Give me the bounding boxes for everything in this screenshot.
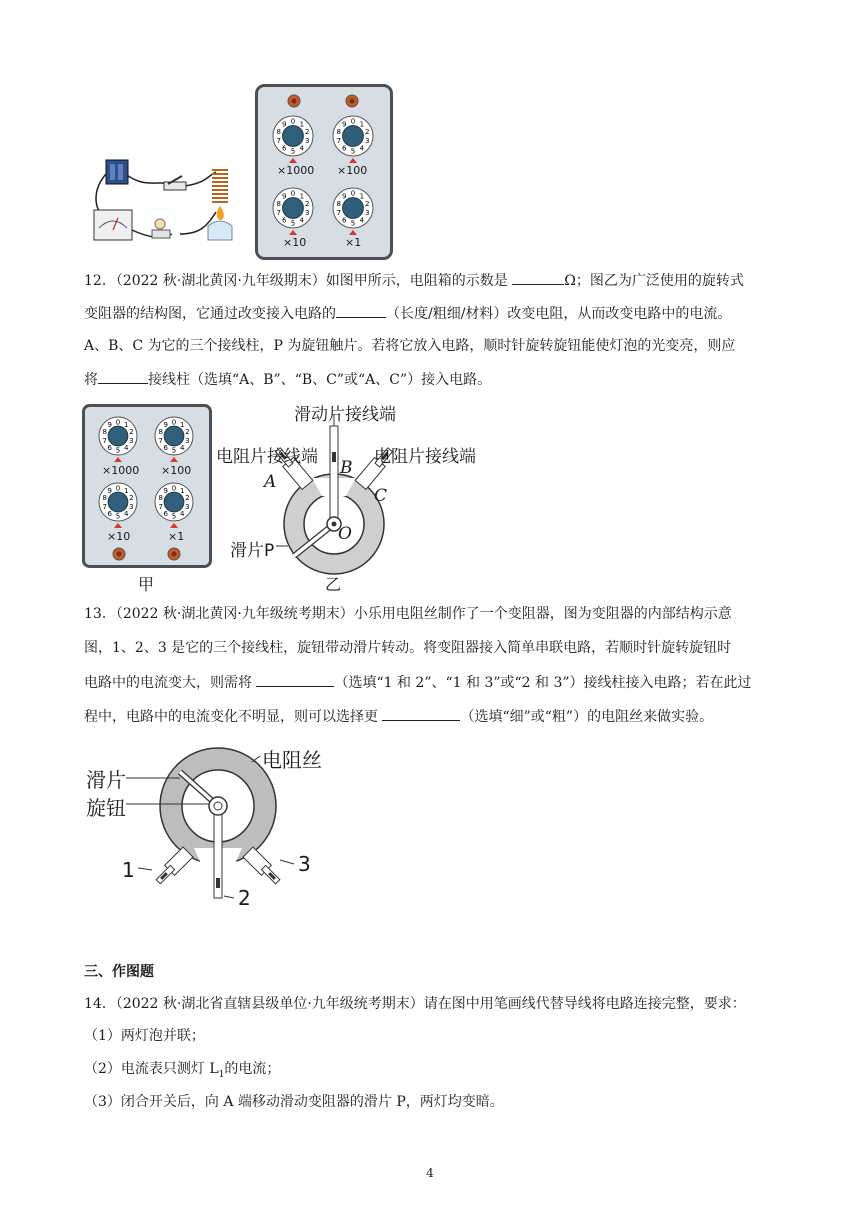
dial-knob bbox=[164, 492, 184, 512]
dial-digit: 9 bbox=[163, 487, 169, 496]
dial-digit: 8 bbox=[158, 494, 163, 503]
blank-terminal-pair[interactable] bbox=[256, 672, 334, 687]
dial-digit: 2 bbox=[365, 127, 370, 136]
q13-line1: 13．（2022 秋·湖北黄冈·九年级统考期末）小乐用电阻丝制作了一个变阻器，图为变阻器的内部结构示意 bbox=[84, 606, 732, 622]
dial-digit: 6 bbox=[341, 144, 347, 153]
dial-digit: 1 bbox=[299, 120, 305, 129]
dial-digit: 0 bbox=[290, 117, 296, 126]
multiplier-x1: ×1 bbox=[345, 236, 362, 249]
dial-digit: 4 bbox=[179, 509, 185, 518]
dial-digit: 1 bbox=[123, 421, 129, 430]
label-A: A bbox=[264, 472, 277, 492]
dial-digit: 8 bbox=[336, 127, 341, 136]
label-O: O bbox=[338, 524, 352, 544]
dial-digit: 1 bbox=[299, 192, 305, 201]
q13-line2: 图，1、2、3 是它的三个接线柱，旋钮带动滑片转动。将变阻器接入简单串联电路，若顺时针旋转旋钮时 bbox=[84, 640, 732, 656]
label-C: C bbox=[374, 486, 388, 506]
page-number: 4 bbox=[426, 1166, 434, 1180]
dial-digit: 8 bbox=[102, 494, 107, 503]
dial-digit: 3 bbox=[129, 436, 134, 445]
dial-digit: 0 bbox=[171, 418, 177, 427]
dial-knob bbox=[164, 426, 184, 446]
dial-digit: 3 bbox=[365, 209, 370, 218]
dial-digit: 3 bbox=[185, 436, 190, 445]
dial-digit: 3 bbox=[185, 502, 190, 511]
dial-digit: 9 bbox=[281, 120, 287, 129]
rheostat-diagram-q13 bbox=[84, 740, 344, 910]
rotary-rheostat-yi bbox=[214, 400, 504, 592]
label-B: B bbox=[340, 458, 353, 478]
dial-digit: 6 bbox=[163, 443, 169, 452]
dial-digit: 6 bbox=[163, 509, 169, 518]
label-slider-P: 滑片P bbox=[230, 541, 275, 561]
dial-digit: 4 bbox=[299, 216, 305, 225]
label-slider-terminal: 滑动片接线端 bbox=[294, 405, 396, 425]
dial-digit: 7 bbox=[336, 209, 341, 218]
dial-digit: 6 bbox=[281, 144, 287, 153]
dial-digit: 4 bbox=[179, 443, 185, 452]
dial-knob bbox=[108, 426, 128, 446]
dial-digit: 9 bbox=[341, 192, 347, 201]
label-terminal-1: 1 bbox=[122, 858, 135, 882]
dial-digit: 3 bbox=[305, 209, 310, 218]
dial-digit: 3 bbox=[365, 137, 370, 146]
q14-req2: （2）电流表只测灯 $L_1$的电流； bbox=[84, 1061, 281, 1080]
q13-line3: 电路中的电流变大，则需将 （选填“1 和 2”、“1 和 3”或“2 和 3”）接线柱接入电路；若在此过 bbox=[84, 672, 752, 693]
dial-digit: 4 bbox=[359, 144, 365, 153]
label-knob: 旋钮 bbox=[86, 796, 126, 820]
dial-knob bbox=[283, 126, 304, 147]
q13-line4: 程中，电路中的电流变化不明显，则可以选择更 （选填“细”或“粗”）的电阻丝来做实验。 bbox=[84, 706, 713, 727]
dial-digit: 7 bbox=[158, 502, 163, 511]
dial-digit: 5 bbox=[350, 147, 356, 156]
multiplier-x100: ×100 bbox=[161, 464, 192, 477]
dial-digit: 9 bbox=[107, 487, 113, 496]
dial-digit: 9 bbox=[341, 120, 347, 129]
dial-digit: 2 bbox=[129, 428, 134, 437]
blank-wire-thickness[interactable] bbox=[382, 706, 460, 721]
multiplier-x1: ×1 bbox=[168, 530, 185, 543]
dial-digit: 4 bbox=[123, 509, 129, 518]
dial-digit: 1 bbox=[179, 487, 185, 496]
blank-reading[interactable] bbox=[512, 270, 564, 285]
blank-terminals[interactable] bbox=[98, 369, 148, 384]
dial-digit: 2 bbox=[185, 428, 190, 437]
dial-digit: 6 bbox=[107, 443, 113, 452]
dial-digit: 0 bbox=[350, 189, 356, 198]
dial-digit: 8 bbox=[158, 428, 163, 437]
dial-digit: 1 bbox=[179, 421, 185, 430]
dial-digit: 2 bbox=[129, 494, 134, 503]
label-res-terminal-right: 电阻片接线端 bbox=[374, 447, 476, 467]
multiplier-x1000: ×1000 bbox=[277, 164, 315, 177]
dial-digit: 4 bbox=[299, 144, 305, 153]
dial-digit: 2 bbox=[305, 127, 310, 136]
dial-digit: 4 bbox=[123, 443, 129, 452]
dial-digit: 7 bbox=[102, 436, 107, 445]
dial-digit: 1 bbox=[359, 120, 365, 129]
multiplier-x10: ×10 bbox=[283, 236, 307, 249]
resistance-box-top bbox=[255, 84, 393, 260]
caption-jia: 甲 bbox=[138, 575, 155, 594]
dial-digit: 3 bbox=[129, 502, 134, 511]
dial-digit: 8 bbox=[276, 199, 281, 208]
dial-digit: 7 bbox=[276, 137, 281, 146]
section-heading: 三、作图题 bbox=[84, 964, 154, 980]
dial-digit: 0 bbox=[115, 484, 121, 493]
dial-digit: 2 bbox=[365, 199, 370, 208]
dial-digit: 6 bbox=[281, 216, 287, 225]
label-resistance-wire: 电阻丝 bbox=[262, 748, 322, 772]
dial-digit: 5 bbox=[171, 512, 177, 521]
caption-yi: 乙 bbox=[325, 575, 342, 594]
label-res-terminal-left: 电阻片接线端 bbox=[216, 447, 318, 467]
dial-knob bbox=[283, 198, 304, 219]
dial-digit: 5 bbox=[350, 219, 356, 228]
dial-digit: 5 bbox=[290, 147, 296, 156]
resistance-box-jia bbox=[82, 404, 212, 568]
dial-digit: 1 bbox=[123, 487, 129, 496]
dial-digit: 2 bbox=[305, 199, 310, 208]
dial-digit: 5 bbox=[290, 219, 296, 228]
multiplier-x1000: ×1000 bbox=[102, 464, 140, 477]
dial-digit: 7 bbox=[276, 209, 281, 218]
dial-digit: 0 bbox=[290, 189, 296, 198]
q14-req1: （1）两灯泡并联； bbox=[84, 1028, 205, 1044]
q12-line4: 将 接线柱（选填“A、B”、“B、C”或“A、C”）接入电路。 bbox=[84, 369, 491, 390]
q14-req3: （3）闭合开关后，向 A 端移动滑动变阻器的滑片 P，两灯均变暗。 bbox=[84, 1094, 504, 1110]
q14-line1: 14．（2022 秋·湖北省直辖县级单位·九年级统考期末）请在图中用笔画线代替导线将电路连接完整，要求： bbox=[84, 996, 746, 1012]
dial-digit: 8 bbox=[336, 199, 341, 208]
q12-line1: 12．（2022 秋·湖北黄冈·九年级期末）如图甲所示，电阻箱的示数是 Ω；图乙为广泛使用的旋转式 bbox=[84, 270, 744, 291]
multiplier-x100: ×100 bbox=[337, 164, 368, 177]
dial-digit: 7 bbox=[102, 502, 107, 511]
dial-digit: 0 bbox=[350, 117, 356, 126]
dial-knob bbox=[343, 126, 364, 147]
dial-digit: 9 bbox=[281, 192, 287, 201]
dial-digit: 8 bbox=[276, 127, 281, 136]
dial-digit: 6 bbox=[341, 216, 347, 225]
label-terminal-3: 3 bbox=[298, 852, 311, 876]
dial-knob bbox=[343, 198, 364, 219]
dial-knob bbox=[108, 492, 128, 512]
dial-digit: 2 bbox=[185, 494, 190, 503]
dial-digit: 5 bbox=[115, 512, 121, 521]
q12-line3: A、B、C 为它的三个接线柱，P 为旋钮触片。若将它放入电路，顺时针旋转旋钮能使灯泡的光变亮，则应 bbox=[84, 338, 736, 354]
dial-digit: 5 bbox=[115, 446, 121, 455]
dial-digit: 0 bbox=[171, 484, 177, 493]
dial-digit: 5 bbox=[171, 446, 177, 455]
dial-digit: 3 bbox=[305, 137, 310, 146]
dial-digit: 0 bbox=[115, 418, 121, 427]
circuit-apparatus-figure bbox=[84, 150, 244, 250]
blank-change-mode[interactable] bbox=[336, 303, 386, 318]
dial-digit: 9 bbox=[163, 421, 169, 430]
q12-line2: 变阻器的结构图，它通过改变接入电路的 （长度/粗细/材料）改变电阻，从而改变电路中的电流。 bbox=[84, 303, 731, 324]
label-slider: 滑片 bbox=[86, 768, 126, 792]
dial-digit: 4 bbox=[359, 216, 365, 225]
multiplier-x10: ×10 bbox=[107, 530, 131, 543]
dial-digit: 7 bbox=[158, 436, 163, 445]
dial-digit: 6 bbox=[107, 509, 113, 518]
dial-digit: 8 bbox=[102, 428, 107, 437]
dial-digit: 9 bbox=[107, 421, 113, 430]
dial-digit: 7 bbox=[336, 137, 341, 146]
label-terminal-2: 2 bbox=[238, 886, 251, 910]
dial-digit: 1 bbox=[359, 192, 365, 201]
